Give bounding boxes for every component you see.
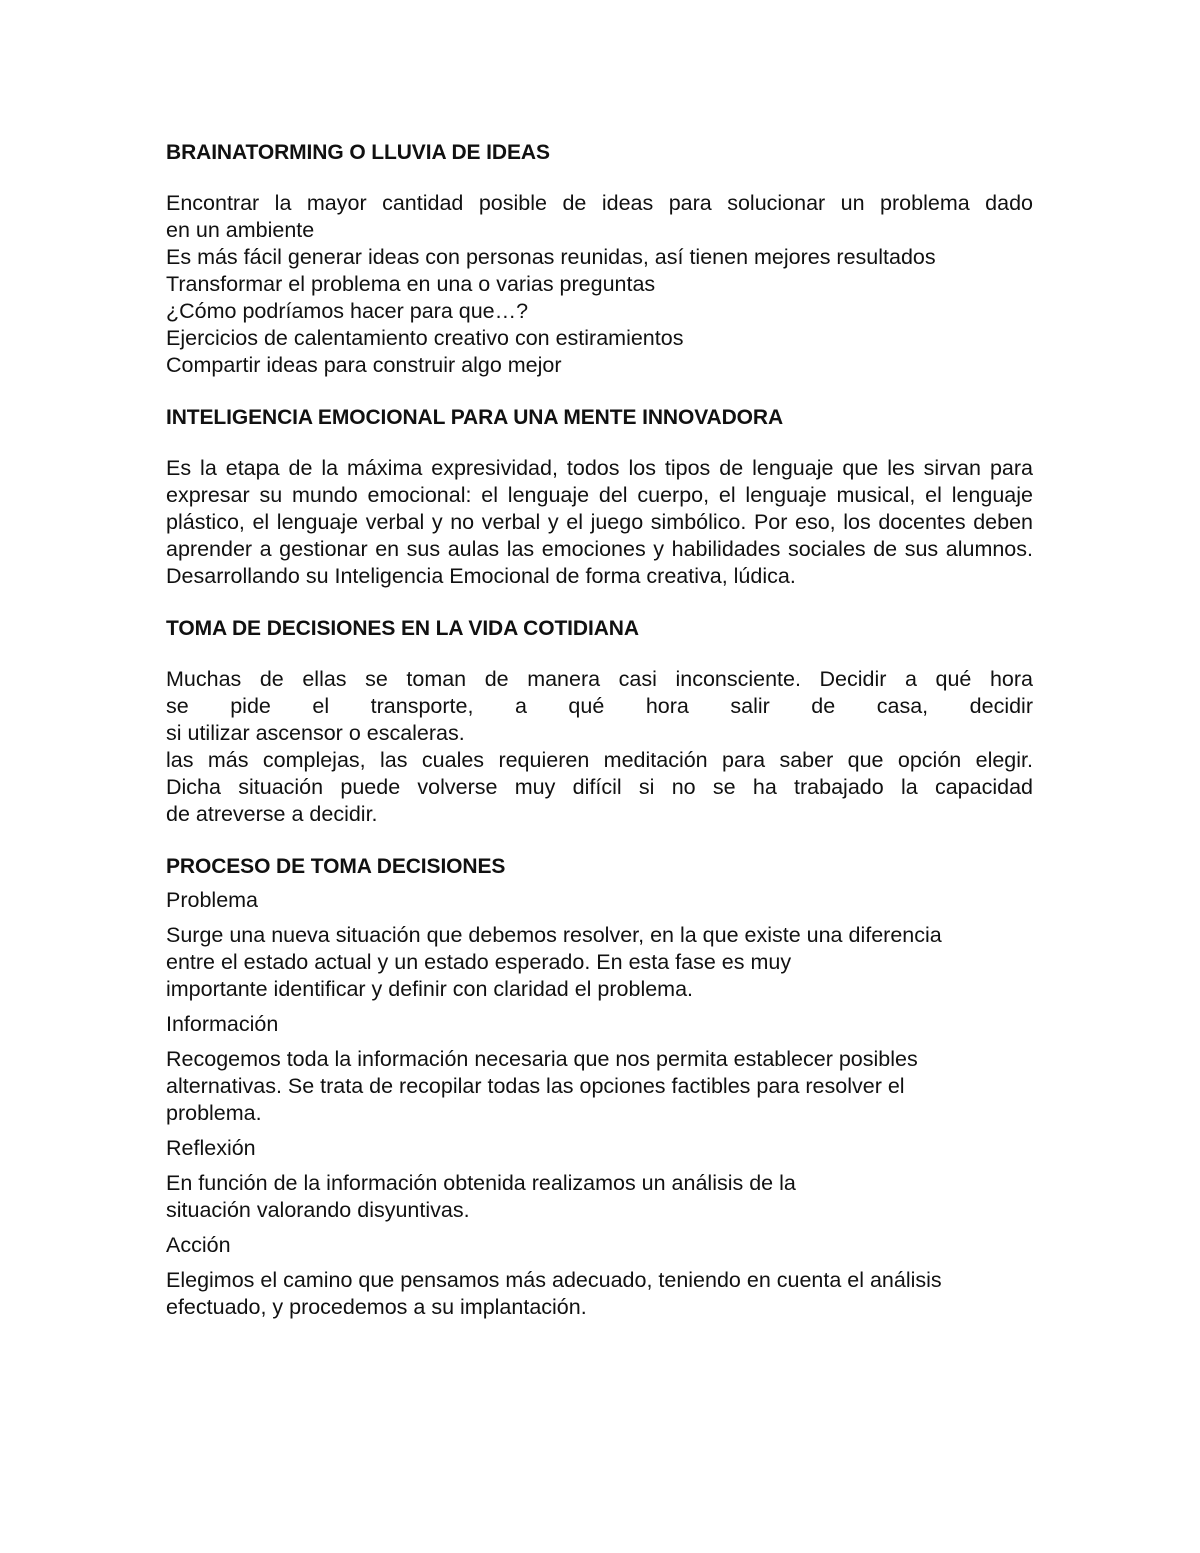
brainstorming-body: [166, 190, 1033, 379]
step-label-reflexion: Reflexión: [166, 1136, 256, 1160]
text-line: En función de la información obtenida realizamos un análisis de la: [166, 1171, 796, 1195]
step-label-accion: Acción: [166, 1233, 231, 1257]
text-line: Compartir ideas para construir algo mejor: [166, 353, 562, 377]
text-line: Elegimos el camino que pensamos más adecuado, teniendo en cuenta el análisis: [166, 1268, 942, 1292]
text-line: Recogemos toda la información necesaria que nos permita establecer posibles: [166, 1047, 918, 1071]
text-line: Transformar el problema en una o varias preguntas: [166, 272, 656, 296]
text-line: si utilizar ascensor o escaleras.: [166, 721, 465, 745]
text-line: Es más fácil generar ideas con personas reunidas, así tienen mejores resultados: [166, 245, 936, 269]
section-heading-emotional-intelligence: INTELIGENCIA EMOCIONAL PARA UNA MENTE INNOVADORA: [166, 406, 784, 429]
text-line: Surge una nueva situación que debemos resolver, en la que existe una diferencia: [166, 923, 942, 947]
text-line: en un ambiente: [166, 218, 315, 242]
step-label-informacion: Información: [166, 1012, 279, 1036]
step-label-problema: Problema: [166, 888, 259, 912]
text-line: Dicha situación puede volverse muy difícil si no se ha trabajado la capacidad: [166, 775, 1033, 799]
section-heading-decision-process: PROCESO DE TOMA DECISIONES: [166, 855, 506, 878]
text-line: se pide el transporte, a qué hora salir de casa, decidir: [166, 694, 1033, 718]
step-body-informacion: [166, 1046, 1033, 1127]
text-line: importante identificar y definir con claridad el problema.: [166, 977, 694, 1001]
daily-decisions-body: [166, 666, 1033, 828]
step-body-problema: [166, 922, 1033, 1003]
step-body-reflexion: [166, 1170, 1033, 1224]
text-line: las más complejas, las cuales requieren meditación para saber que opción elegir.: [166, 748, 1033, 772]
text-line: entre el estado actual y un estado esperado. En esta fase es muy: [166, 950, 792, 974]
emotional-intelligence-paragraph: Es la etapa de la máxima expresividad, todos los tipos de lenguaje que les sirvan para expresar su mundo emocional: el lenguaje del cuerpo, el lenguaje musical, el lenguaje plástico, el lenguaje verbal y no verbal y el juego simbólico. Por eso, los docentes deben aprender a gestionar en sus aulas las emociones y habilidades sociales de sus alumnos. Desarrollando su Inteligencia Emocional de forma creativa, lúdica.: [166, 456, 1033, 588]
text-line: Encontrar la mayor cantidad posible de ideas para solucionar un problema dado: [166, 191, 1033, 215]
text-line: efectuado, y procedemos a su implantación.: [166, 1295, 587, 1319]
section-heading-daily-decisions: TOMA DE DECISIONES EN LA VIDA COTIDIANA: [166, 617, 639, 640]
text-line: ¿Cómo podríamos hacer para que…?: [166, 299, 529, 323]
document-content: [166, 138, 1033, 1329]
step-body-accion: [166, 1267, 1033, 1321]
section-heading-brainstorming: BRAINATORMING O LLUVIA DE IDEAS: [166, 141, 550, 164]
text-line: Muchas de ellas se toman de manera casi inconsciente. Decidir a qué hora: [166, 667, 1033, 691]
text-line: situación valorando disyuntivas.: [166, 1198, 470, 1222]
text-line: problema.: [166, 1101, 262, 1125]
text-line: alternativas. Se trata de recopilar todas las opciones factibles para resolver el: [166, 1074, 905, 1098]
text-line: de atreverse a decidir.: [166, 802, 378, 826]
text-line: Ejercicios de calentamiento creativo con estiramientos: [166, 326, 684, 350]
